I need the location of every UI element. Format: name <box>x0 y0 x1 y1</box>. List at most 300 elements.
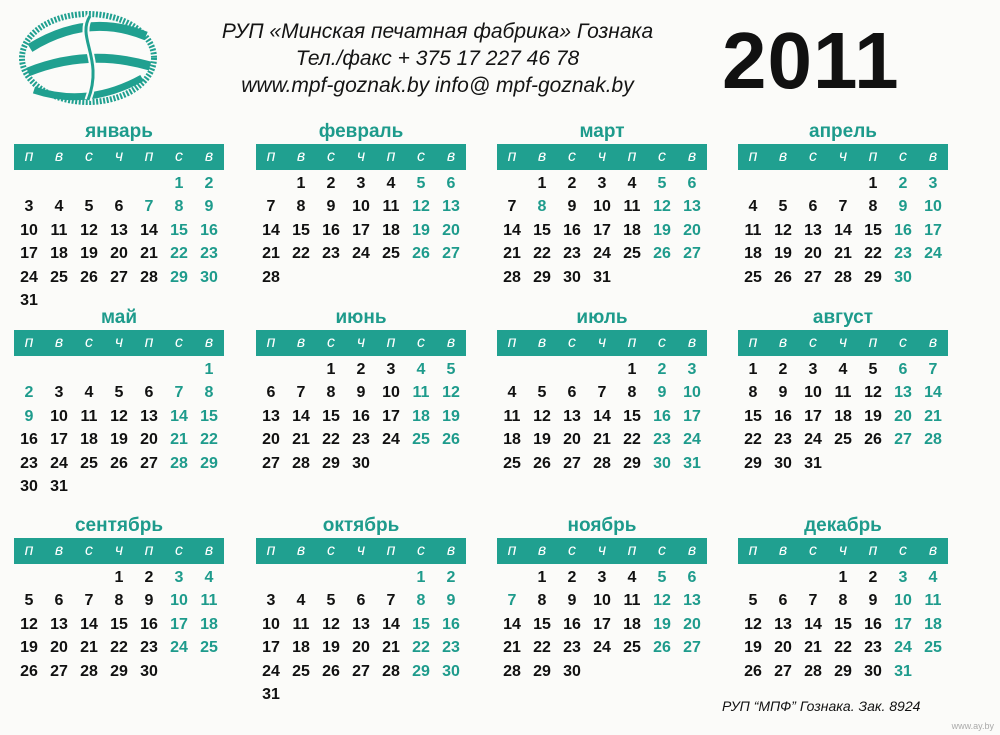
day-cell: 20 <box>683 221 701 239</box>
month-block <box>738 306 948 476</box>
day-cell: 20 <box>352 639 370 657</box>
day-cell: 9 <box>446 592 456 610</box>
day-cell: 24 <box>352 245 370 263</box>
day-cell: 27 <box>110 268 128 286</box>
day-cell: 2 <box>567 174 577 192</box>
day-cell: 12 <box>322 615 340 633</box>
day-cell: 16 <box>653 407 671 425</box>
weekday-label: с <box>327 334 335 351</box>
day-cell: 29 <box>322 454 340 472</box>
day-cell: 26 <box>110 454 128 472</box>
day-cell: 12 <box>744 615 762 633</box>
day-cell: 1 <box>416 568 426 586</box>
day-cell: 6 <box>687 174 697 192</box>
weekday-label: в <box>204 334 214 351</box>
day-cell: 6 <box>266 384 276 402</box>
day-cell: 15 <box>834 615 852 633</box>
days-grid <box>738 358 948 476</box>
month-name: июль <box>576 307 628 328</box>
day-cell: 14 <box>503 615 521 633</box>
day-cell: 25 <box>382 245 400 263</box>
day-cell: 20 <box>774 639 792 657</box>
days-grid <box>256 566 466 707</box>
day-cell: 28 <box>292 454 310 472</box>
day-cell: 26 <box>80 268 98 286</box>
day-cell: 27 <box>262 454 280 472</box>
day-cell: 4 <box>627 568 637 586</box>
weekday-label: с <box>809 148 817 165</box>
day-cell: 24 <box>170 639 188 657</box>
day-cell: 4 <box>627 174 637 192</box>
day-cell: 24 <box>683 431 701 449</box>
day-cell: 23 <box>653 431 671 449</box>
weekday-label: в <box>204 148 214 165</box>
day-cell: 25 <box>834 431 852 449</box>
week-row <box>14 266 224 290</box>
day-cell: 8 <box>868 198 878 216</box>
week-row <box>738 382 948 406</box>
day-cell: 20 <box>140 431 158 449</box>
day-cell: 12 <box>864 384 882 402</box>
week-row <box>738 590 948 614</box>
day-cell: 15 <box>412 615 430 633</box>
weekday-label: п <box>507 334 517 351</box>
weekday-label: с <box>899 542 907 559</box>
week-row <box>497 405 707 429</box>
week-row <box>14 382 224 406</box>
day-cell: 2 <box>657 360 667 378</box>
day-cell: 21 <box>924 407 942 425</box>
day-cell: 10 <box>50 407 68 425</box>
days-grid <box>497 172 707 290</box>
company-info <box>165 18 710 99</box>
day-cell: 24 <box>593 245 611 263</box>
day-cell: 3 <box>266 592 276 610</box>
month-name: август <box>812 307 874 328</box>
day-cell: 3 <box>54 384 64 402</box>
day-cell: 14 <box>292 407 310 425</box>
weekday-label: с <box>899 148 907 165</box>
day-cell: 22 <box>200 431 218 449</box>
day-cell: 20 <box>683 615 701 633</box>
day-cell: 25 <box>50 268 68 286</box>
day-cell: 18 <box>382 221 400 239</box>
day-cell: 7 <box>296 384 306 402</box>
day-cell: 19 <box>322 639 340 657</box>
day-cell: 4 <box>386 174 396 192</box>
week-row <box>738 196 948 220</box>
day-cell: 27 <box>683 245 701 263</box>
weekday-label: п <box>24 148 34 165</box>
month-block <box>14 306 224 499</box>
day-cell: 27 <box>683 639 701 657</box>
weekday-label: ч <box>356 542 366 559</box>
day-cell: 14 <box>140 221 158 239</box>
day-cell: 1 <box>174 174 184 192</box>
day-cell: 15 <box>623 407 641 425</box>
day-cell: 4 <box>748 198 758 216</box>
day-cell: 11 <box>200 592 218 610</box>
day-cell: 22 <box>170 245 188 263</box>
day-cell: 11 <box>382 198 400 216</box>
day-cell: 9 <box>898 198 908 216</box>
day-cell: 7 <box>928 360 938 378</box>
day-cell: 27 <box>563 454 581 472</box>
day-cell: 14 <box>170 407 188 425</box>
week-row <box>14 452 224 476</box>
day-cell: 27 <box>442 245 460 263</box>
day-cell: 10 <box>593 198 611 216</box>
day-cell: 16 <box>322 221 340 239</box>
day-cell: 22 <box>110 639 128 657</box>
weekday-label: с <box>417 148 425 165</box>
day-cell: 22 <box>412 639 430 657</box>
day-cell: 14 <box>804 615 822 633</box>
weekday-label: с <box>568 334 576 351</box>
weekday-label: с <box>175 148 183 165</box>
weekday-label: с <box>658 542 666 559</box>
day-cell: 24 <box>262 662 280 680</box>
day-cell: 31 <box>683 454 701 472</box>
weekday-label: с <box>658 334 666 351</box>
day-cell: 28 <box>834 268 852 286</box>
day-cell: 18 <box>744 245 762 263</box>
weekday-header <box>14 330 224 356</box>
weekday-label: п <box>144 334 154 351</box>
weekday-header <box>497 330 707 356</box>
day-cell: 24 <box>804 431 822 449</box>
month-block <box>256 306 466 476</box>
day-cell: 7 <box>507 592 517 610</box>
day-cell: 23 <box>774 431 792 449</box>
day-cell: 5 <box>657 174 667 192</box>
day-cell: 25 <box>623 639 641 657</box>
day-cell: 16 <box>352 407 370 425</box>
day-cell: 11 <box>623 198 641 216</box>
day-cell: 4 <box>296 592 306 610</box>
day-cell: 5 <box>24 592 34 610</box>
day-cell: 31 <box>894 662 912 680</box>
day-cell: 30 <box>20 478 38 496</box>
weekday-header <box>14 538 224 564</box>
day-cell: 15 <box>533 221 551 239</box>
day-cell: 7 <box>84 592 94 610</box>
day-cell: 22 <box>533 245 551 263</box>
weekday-label: в <box>296 542 306 559</box>
day-cell: 25 <box>623 245 641 263</box>
day-cell: 18 <box>623 615 641 633</box>
day-cell: 11 <box>623 592 641 610</box>
month-name: январь <box>85 121 153 142</box>
day-cell: 22 <box>864 245 882 263</box>
week-row <box>256 684 466 708</box>
day-cell: 4 <box>416 360 426 378</box>
day-cell: 6 <box>567 384 577 402</box>
month-name: май <box>100 307 138 328</box>
month-block <box>256 514 466 707</box>
day-cell: 10 <box>170 592 188 610</box>
day-cell: 26 <box>864 431 882 449</box>
day-cell: 8 <box>174 198 184 216</box>
week-row <box>14 172 224 196</box>
day-cell: 9 <box>657 384 667 402</box>
day-cell: 6 <box>144 384 154 402</box>
day-cell: 30 <box>563 268 581 286</box>
week-row <box>738 660 948 684</box>
day-cell: 21 <box>262 245 280 263</box>
day-cell: 30 <box>563 662 581 680</box>
weekday-label: с <box>175 334 183 351</box>
day-cell: 26 <box>653 245 671 263</box>
weekday-label: в <box>687 334 697 351</box>
weekday-label: п <box>627 334 637 351</box>
weekday-label: в <box>204 542 214 559</box>
week-row <box>14 476 224 500</box>
day-cell: 13 <box>50 615 68 633</box>
weekday-label: п <box>868 542 878 559</box>
day-cell: 19 <box>744 639 762 657</box>
day-cell: 28 <box>503 662 521 680</box>
day-cell: 26 <box>442 431 460 449</box>
day-cell: 8 <box>838 592 848 610</box>
day-cell: 25 <box>200 639 218 657</box>
day-cell: 7 <box>386 592 396 610</box>
week-row <box>14 219 224 243</box>
week-row <box>497 660 707 684</box>
week-row <box>497 358 707 382</box>
weekday-label: с <box>85 148 93 165</box>
day-cell: 19 <box>864 407 882 425</box>
day-cell: 17 <box>352 221 370 239</box>
weekday-label: с <box>658 148 666 165</box>
day-cell: 16 <box>563 615 581 633</box>
weekday-label: п <box>627 148 637 165</box>
day-cell: 26 <box>412 245 430 263</box>
day-cell: 4 <box>204 568 214 586</box>
weekday-label: в <box>537 148 547 165</box>
day-cell: 7 <box>144 198 154 216</box>
day-cell: 27 <box>50 662 68 680</box>
week-row <box>738 266 948 290</box>
day-cell: 17 <box>894 615 912 633</box>
week-row <box>14 613 224 637</box>
day-cell: 5 <box>537 384 547 402</box>
day-cell: 18 <box>412 407 430 425</box>
day-cell: 21 <box>593 431 611 449</box>
weekday-label: п <box>386 148 396 165</box>
day-cell: 11 <box>744 221 762 239</box>
weekday-label: п <box>868 334 878 351</box>
day-cell: 15 <box>200 407 218 425</box>
day-cell: 3 <box>597 568 607 586</box>
day-cell: 24 <box>50 454 68 472</box>
week-row <box>497 613 707 637</box>
day-cell: 21 <box>382 639 400 657</box>
day-cell: 28 <box>924 431 942 449</box>
day-cell: 1 <box>296 174 306 192</box>
month-block <box>497 120 707 290</box>
month-block <box>14 514 224 684</box>
day-cell: 26 <box>653 639 671 657</box>
day-cell: 27 <box>140 454 158 472</box>
day-cell: 13 <box>683 592 701 610</box>
day-cell: 3 <box>386 360 396 378</box>
weekday-label: п <box>386 542 396 559</box>
day-cell: 20 <box>262 431 280 449</box>
day-cell: 12 <box>110 407 128 425</box>
weekday-label: в <box>778 542 788 559</box>
weekday-label: ч <box>838 148 848 165</box>
weekday-label: п <box>266 334 276 351</box>
day-cell: 3 <box>808 360 818 378</box>
day-cell: 14 <box>593 407 611 425</box>
week-row <box>497 590 707 614</box>
day-cell: 23 <box>20 454 38 472</box>
weekday-label: п <box>868 148 878 165</box>
day-cell: 28 <box>804 662 822 680</box>
weekday-label: с <box>85 542 93 559</box>
day-cell: 5 <box>778 198 788 216</box>
day-cell: 1 <box>537 568 547 586</box>
month-name: ноябрь <box>567 515 637 536</box>
day-cell: 12 <box>653 198 671 216</box>
day-cell: 31 <box>262 686 280 704</box>
day-cell: 2 <box>204 174 214 192</box>
day-cell: 18 <box>292 639 310 657</box>
day-cell: 26 <box>744 662 762 680</box>
week-row <box>14 405 224 429</box>
weekday-label: в <box>928 148 938 165</box>
day-cell: 18 <box>623 221 641 239</box>
day-cell: 23 <box>894 245 912 263</box>
day-cell: 5 <box>326 592 336 610</box>
weekday-header <box>497 144 707 170</box>
weekday-label: ч <box>114 148 124 165</box>
day-cell: 26 <box>322 662 340 680</box>
day-cell: 11 <box>924 592 942 610</box>
day-cell: 9 <box>326 198 336 216</box>
day-cell: 18 <box>80 431 98 449</box>
days-grid <box>497 358 707 476</box>
day-cell: 8 <box>296 198 306 216</box>
weekday-label: с <box>175 542 183 559</box>
week-row <box>738 172 948 196</box>
week-row <box>14 358 224 382</box>
day-cell: 17 <box>262 639 280 657</box>
week-row <box>497 243 707 267</box>
day-cell: 20 <box>894 407 912 425</box>
day-cell: 23 <box>563 245 581 263</box>
month-block <box>14 120 224 313</box>
weekday-header <box>256 330 466 356</box>
weekday-label: в <box>446 148 456 165</box>
day-cell: 16 <box>774 407 792 425</box>
weekday-header <box>738 330 948 356</box>
day-cell: 20 <box>442 221 460 239</box>
day-cell: 27 <box>804 268 822 286</box>
day-cell: 12 <box>412 198 430 216</box>
month-block <box>497 306 707 476</box>
weekday-label: п <box>748 334 758 351</box>
day-cell: 5 <box>657 568 667 586</box>
day-cell: 1 <box>537 174 547 192</box>
day-cell: 8 <box>537 198 547 216</box>
day-cell: 3 <box>356 174 366 192</box>
day-cell: 29 <box>864 268 882 286</box>
week-row <box>256 358 466 382</box>
day-cell: 30 <box>200 268 218 286</box>
weekday-label: в <box>54 334 64 351</box>
week-row <box>738 219 948 243</box>
day-cell: 11 <box>80 407 98 425</box>
week-row <box>256 196 466 220</box>
day-cell: 11 <box>50 221 68 239</box>
weekday-label: ч <box>597 542 607 559</box>
day-cell: 17 <box>170 615 188 633</box>
day-cell: 30 <box>140 662 158 680</box>
week-row <box>738 637 948 661</box>
week-row <box>497 637 707 661</box>
day-cell: 15 <box>864 221 882 239</box>
day-cell: 17 <box>50 431 68 449</box>
weekday-label: в <box>687 542 697 559</box>
weekday-label: ч <box>114 334 124 351</box>
day-cell: 2 <box>356 360 366 378</box>
weekday-label: в <box>54 542 64 559</box>
weekday-label: ч <box>838 542 848 559</box>
week-row <box>738 613 948 637</box>
week-row <box>497 172 707 196</box>
day-cell: 22 <box>834 639 852 657</box>
weekday-label: п <box>507 148 517 165</box>
day-cell: 28 <box>80 662 98 680</box>
day-cell: 16 <box>200 221 218 239</box>
day-cell: 9 <box>204 198 214 216</box>
day-cell: 17 <box>593 221 611 239</box>
day-cell: 13 <box>683 198 701 216</box>
day-cell: 11 <box>834 384 852 402</box>
weekday-label: в <box>928 542 938 559</box>
weekday-label: в <box>54 148 64 165</box>
week-row <box>256 405 466 429</box>
weekday-label: с <box>327 542 335 559</box>
week-row <box>738 452 948 476</box>
day-cell: 4 <box>54 198 64 216</box>
company-name: РУП «Минская печатная фабрика» Гознака <box>221 20 654 43</box>
day-cell: 15 <box>292 221 310 239</box>
day-cell: 14 <box>503 221 521 239</box>
day-cell: 1 <box>868 174 878 192</box>
day-cell: 23 <box>140 639 158 657</box>
day-cell: 10 <box>804 384 822 402</box>
day-cell: 13 <box>774 615 792 633</box>
day-cell: 6 <box>687 568 697 586</box>
day-cell: 9 <box>778 384 788 402</box>
day-cell: 7 <box>597 384 607 402</box>
company-web: www.mpf-goznak.by info@ mpf-goznak.by <box>241 74 634 97</box>
day-cell: 4 <box>507 384 517 402</box>
day-cell: 2 <box>778 360 788 378</box>
day-cell: 26 <box>533 454 551 472</box>
month-block <box>738 120 948 290</box>
days-grid <box>256 172 466 290</box>
day-cell: 3 <box>597 174 607 192</box>
month-block <box>256 120 466 290</box>
day-cell: 9 <box>567 198 577 216</box>
day-cell: 6 <box>446 174 456 192</box>
week-row <box>14 637 224 661</box>
day-cell: 13 <box>804 221 822 239</box>
